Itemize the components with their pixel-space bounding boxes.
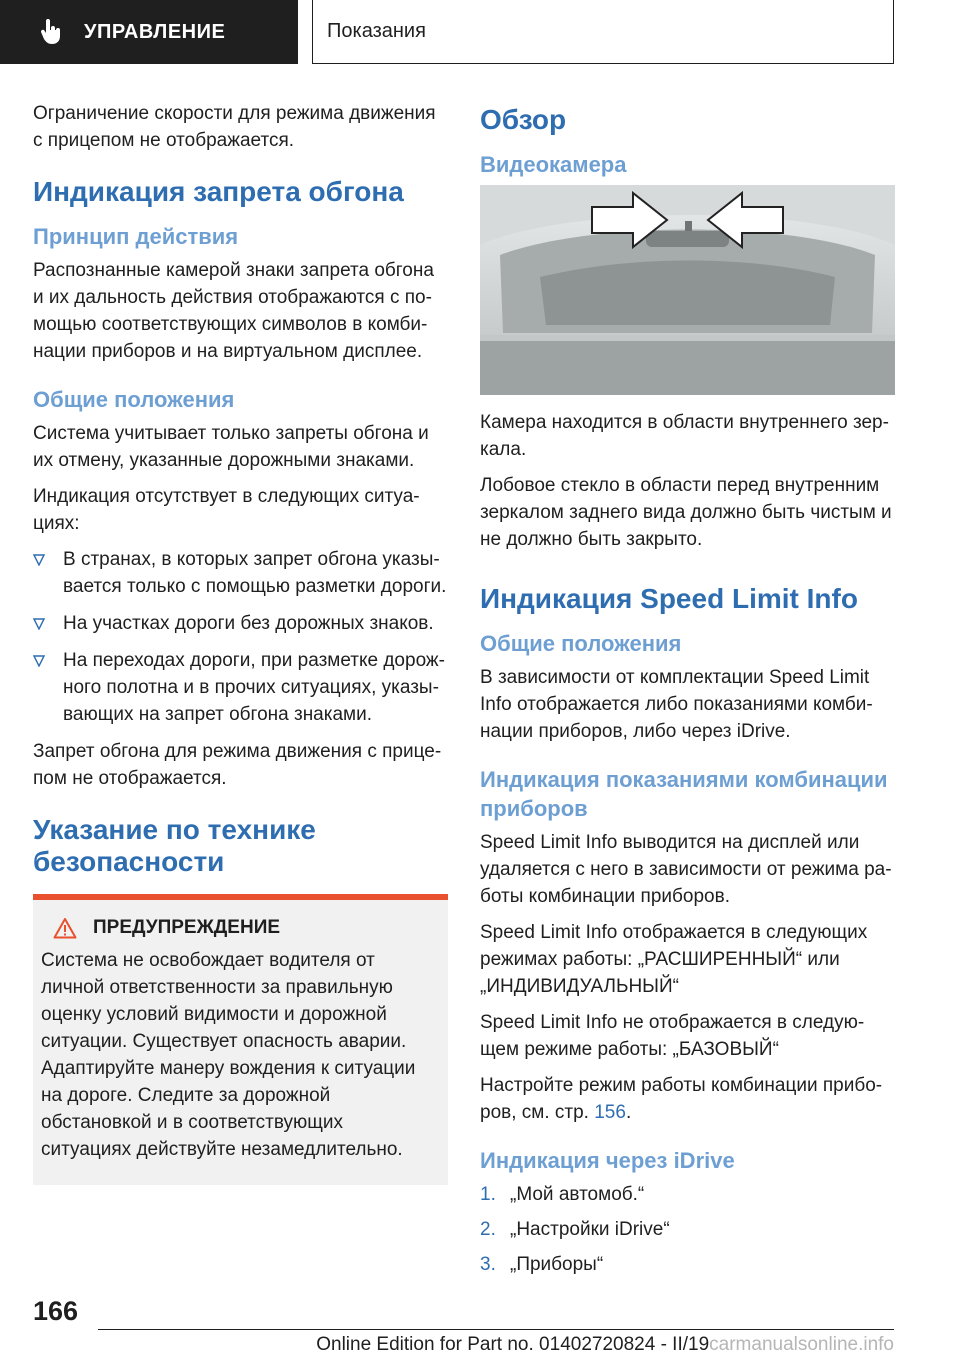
triangle-bullet-icon (33, 554, 45, 566)
right-column (480, 100, 895, 1286)
warning-title-row (41, 914, 438, 941)
camera-paragraph-2: Лобовое стекло в области перед внутренним зеркалом заднего вида должно быть чистым и не должно быть закрыто. (480, 475, 892, 550)
principle-paragraph: Распознанные камерой знаки запрета обгона и их дальность действия отображаются с помощью соответствующих символов в комбинации приборов и на виртуальном дисплее. (33, 260, 434, 362)
cluster-paragraph-3: Speed Limit Info не отображается в следующем режиме работы: „БАЗОВЫЙ“ (480, 1012, 865, 1060)
list-item: На переходах дороги, при разметке дорожного полотна и в прочих ситуациях, указывающих на запрет обгона знаками. (33, 647, 448, 728)
heading-no-overtaking: Индикация запрета обгона (33, 176, 404, 207)
idrive-steps (480, 1181, 895, 1278)
heading-overview: Обзор (480, 104, 567, 135)
heading-cluster-display: Индикация показаниями комбинации приборов (480, 767, 888, 821)
warning-title: ПРЕДУПРЕЖДЕНИЕ (93, 917, 281, 938)
heading-principle: Принцип действия (33, 224, 239, 249)
warning-text: Система не освобождает водителя от личной ответственности за правильную оценку условий видимости и дорожной ситуации. Существует опасность аварии. Адаптируйте манеру вождения к ситуации на дороге. Следите за дорожной обстановкой и в соответствующих ситуациях действуйте незамедлительно. (41, 950, 416, 1160)
heading-camera: Видеокамера (480, 152, 627, 177)
footer-edition: Online Edition for Part no. 01402720824 - II/19carmanualsonline.info (316, 1334, 894, 1355)
situation-list (33, 546, 448, 728)
heading-general: Общие положения (33, 387, 235, 412)
subsection-title: Показания (327, 20, 426, 42)
cluster-paragraph-2: Speed Limit Info отображается в следующих режимах работы: „РАСШИРЕННЫЙ“ или „ИНДИВИДУАЛЬНЫЙ“ (480, 922, 868, 997)
section-tab (0, 0, 298, 64)
footer-divider (98, 1329, 894, 1330)
heading-safety: Указание по технике безопасности (33, 814, 316, 877)
subsection-header (312, 0, 894, 64)
list-item: На участках дороги без дорожных знаков. (33, 610, 448, 637)
general-paragraph-1: Система учитывает только запреты обгона и их отмену, указанные дорожными знаками. (33, 423, 429, 471)
heading-general-sli: Общие положения (480, 631, 682, 656)
cluster-paragraph-1: Speed Limit Info выводится на дисплей или удаляется с него в зависимости от режима работы комбинации приборов. (480, 832, 892, 907)
section-title: УПРАВЛЕНИЕ (84, 20, 226, 43)
list-item: 2. „Настройки iDrive“ (480, 1219, 670, 1240)
warning-box (33, 900, 448, 1185)
warning-triangle-icon (53, 917, 77, 939)
intro-paragraph: Ограничение скорости для режима движения с прицепом не отображается. (33, 103, 436, 151)
camera-location-photo (480, 185, 895, 395)
list-item: 3. „Приборы“ (480, 1254, 604, 1275)
watermark: carmanualsonline.info (709, 1334, 894, 1355)
list-item: 1. „Мой автомоб.“ (480, 1184, 645, 1205)
camera-paragraph-1: Камера находится в области внутреннего зеркала. (480, 412, 889, 460)
triangle-bullet-icon (33, 655, 45, 667)
page-reference-link[interactable]: 156 (594, 1102, 626, 1123)
trailer-paragraph: Запрет обгона для режима движения с прицепом не отображается. (33, 741, 442, 789)
heading-idrive-display: Индикация через iDrive (480, 1148, 735, 1173)
triangle-bullet-icon (33, 618, 45, 630)
sli-general-paragraph: В зависимости от комплектации Speed Limit Info отображается либо показаниями комбинации приборов, либо через iDrive. (480, 667, 873, 742)
page-number: 166 (33, 1296, 79, 1326)
left-column (33, 100, 448, 1185)
heading-speed-limit-info: Индикация Speed Limit Info (480, 583, 858, 614)
general-paragraph-2: Индикация отсутствует в следующих ситуациях: (33, 486, 420, 534)
cluster-paragraph-4: Настройте режим работы комбинации приборов, см. стр. 156. (480, 1075, 883, 1123)
hand-pointer-icon (40, 19, 62, 45)
list-item: В странах, в которых запрет обгона указывается только с помощью разметки дороги. (33, 546, 448, 600)
